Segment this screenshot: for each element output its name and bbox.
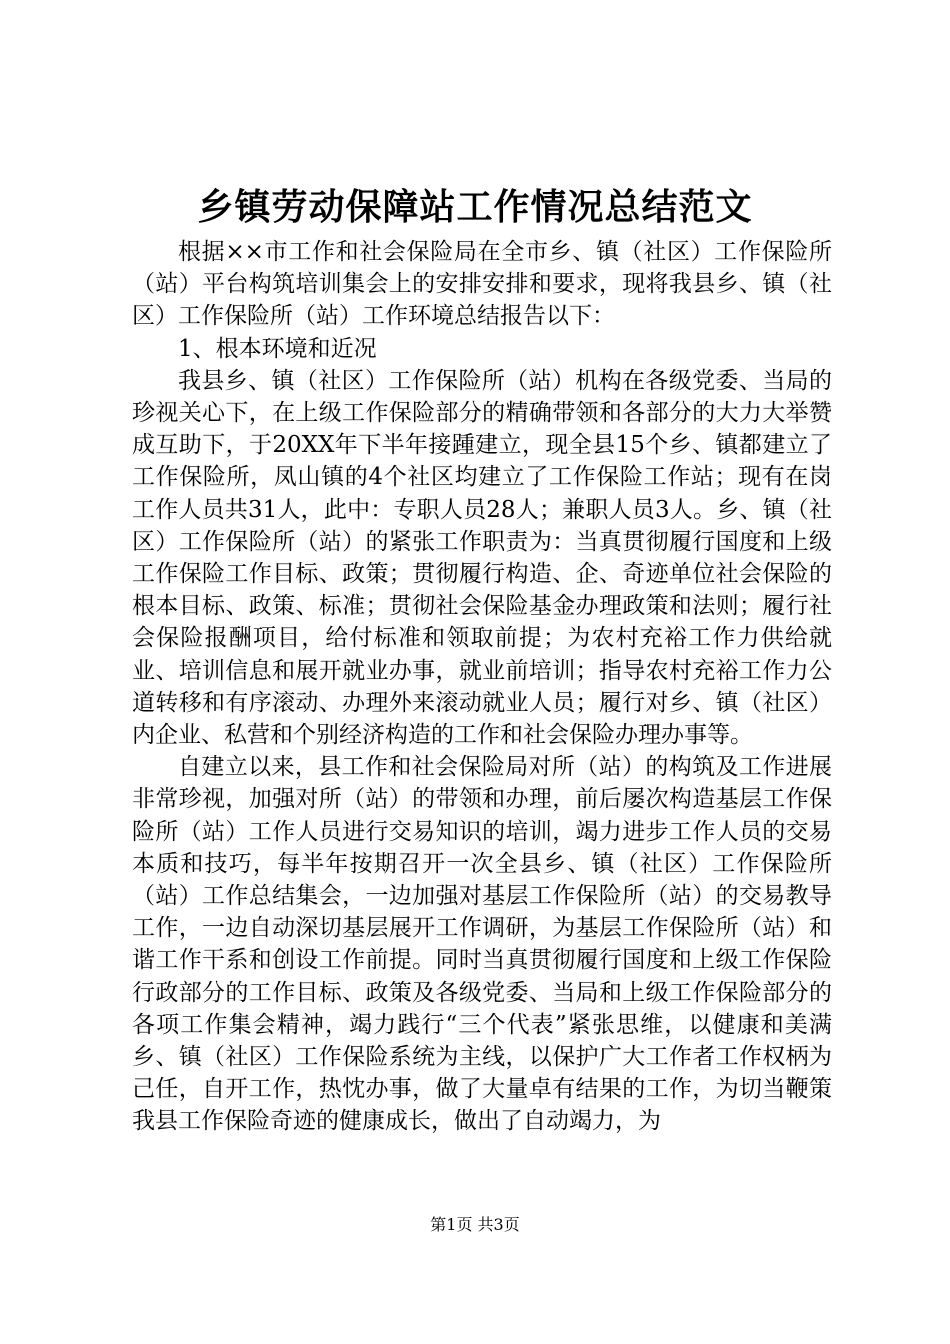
paragraph-intro: 根据××市工作和社会保险局在全市乡、镇（社区）工作保险所（站）平台构筑培训集会上的安排安排和要求，现将我县乡、镇（社区）工作保险所（站）工作环境总结报告以下： bbox=[132, 239, 832, 330]
document-body bbox=[132, 236, 832, 1138]
document-title: 乡镇劳动保障站工作情况总结范文 bbox=[197, 187, 753, 228]
section-heading: 1、根本环境和近况 bbox=[178, 335, 377, 362]
paragraph-situation: 我县乡、镇（社区）工作保险所（站）机构在各级党委、当局的珍视关心下，在上级工作保险部分的精确带领和各部分的大力大举赞成互助下，于20XX年下半年接踵建立，现全县15个乡、镇都建立了工作保险所，凤山镇的4个社区均建立了工作保险工作站；现有在岗工作人员共31人，此中：专职人员28人；兼职人员3人。乡、镇（社区）工作保险所（站）的紧张工作职责为：当真贯彻履行国度和上级工作保险工作目标、政策；贯彻履行构造、企、奇迹单位社会保险的根本目标、政策、标准；贯彻社会保险基金办理政策和法则；履行社会保险报酬项目，给付标准和领取前提；为农村充裕工作力供给就业、培训信息和展开就业办事，就业前培训；指导农村充裕工作力公道转移和有序滚动、办理外来滚动就业人员；履行对乡、镇（社区）内企业、私营和个别经济构造的工作和社会保险办理办事等。 bbox=[132, 367, 832, 749]
paragraph-work: 自建立以来，县工作和社会保险局对所（站）的构筑及工作进展非常珍视，加强对所（站）的带领和办理，前后屡次构造基层工作保险所（站）工作人员进行交易知识的培训，竭力进步工作人员的交易本质和技巧，每半年按期召开一次全县乡、镇（社区）工作保险所（站）工作总结集会，一边加强对基层工作保险所（站）的交易教导工作，一边自动深切基层展开工作调研，为基层工作保险所（站）和谐工作干系和创设工作前提。同时当真贯彻履行国度和上级工作保险行政部分的工作目标、政策及各级党委、当局和上级工作保险部分的各项工作集会精神，竭力践行“三个代表”紧张思维，以健康和美满乡、镇（社区）工作保险系统为主线，以保护广大工作者工作权柄为己任，自开工作，热忱办事，做了大量卓有结果的工作，为切当鞭策我县工作保险奇迹的健康成长，做出了自动竭力，为 bbox=[132, 754, 832, 1135]
page-footer: 第1页 共3页 bbox=[430, 1215, 520, 1234]
